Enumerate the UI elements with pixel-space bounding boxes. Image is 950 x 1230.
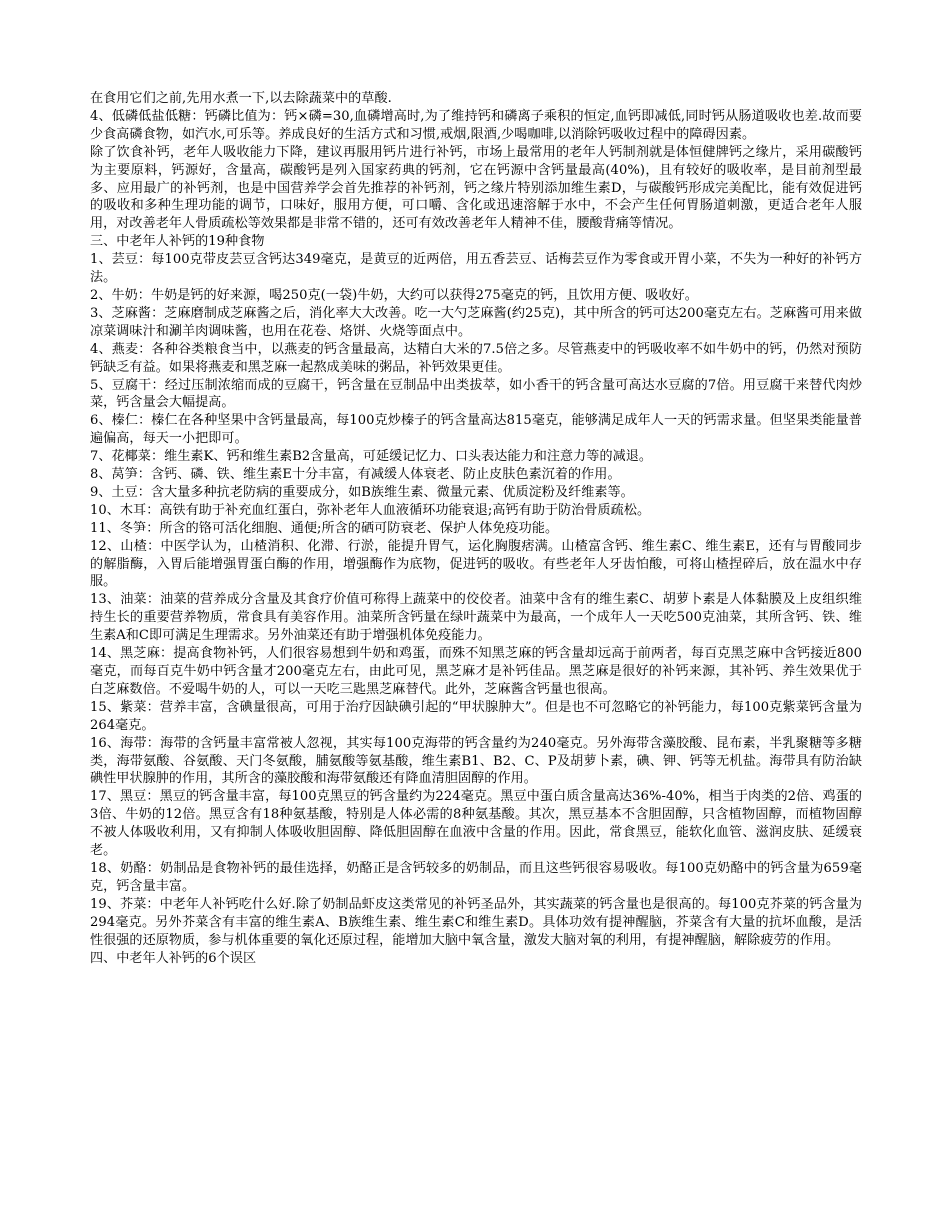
food-item-black-sesame: 14、黑芝麻：提高食物补钙，人们很容易想到牛奶和鸡蛋，而殊不知黑芝麻的钙含量却远高于前两者，每百克黑芝麻中含钙接近800毫克，而每百克牛奶中钙含量才200毫克左右，由此可见，黑芝麻才是补钙佳品。黑芝麻是很好的补钙来源，其补钙、养生效果优于白芝麻数倍。不爱喝牛奶的人，可以一天吃三匙黑芝麻替代。此外，芝麻酱含钙量也很高。	[90, 646, 862, 697]
section-heading-6-myths: 四、中老年人补钙的6个误区	[90, 950, 257, 966]
food-item-black-beans: 17、黑豆：黑豆的钙含量丰富，每100克黑豆的钙含量约为224毫克。黑豆中蛋白质含量高达36%-40%，相当于肉类的2倍、鸡蛋的3倍、牛奶的12倍。黑豆含有18种氨基酸，特别是人体必需的8种氨基酸。其次，黑豆基本不含胆固醇，只含植物固醇，而植物固醇不被人体吸收利用，又有抑制人体吸收胆固醇、降低胆固醇在血液中含量的作用。因此，常食黑豆，能软化血管、滋润皮肤、延缓衰老。	[90, 789, 862, 859]
food-item-oats: 4、燕麦：各种谷类粮食当中，以燕麦的钙含量最高，达精白大米的7.5倍之多。尽管燕麦中的钙吸收率不如牛奶中的钙，仍然对预防钙缺乏有益。如果将燕麦和黑芝麻一起熬成美味的粥品，补钙效果更佳。	[90, 341, 862, 375]
food-item-lettuce-stem: 8、莴笋：含钙、磷、铁、维生素E十分丰富，有减缓人体衰老、防止皮肤色素沉着的作用。	[90, 467, 621, 483]
food-item-laver: 15、紫菜：营养丰富，含碘量很高，可用于治疗因缺碘引起的“甲状腺肿大”。但是也不可忽略它的补钙能力，每100克紫菜钙含量为264毫克。	[90, 699, 862, 733]
paragraph-calcium-supplement: 除了饮食补钙，老年人吸收能力下降，建议再服用钙片进行补钙，市场上最常用的老年人钙制剂就是体恒健牌钙之缘片，采用碳酸钙为主要原料，钙源好，含量高，碳酸钙是列入国家药典的钙剂，它在钙源中含钙量最高(40%)，且有较好的吸收率，是目前剂型最多、应用最广的补钙剂，也是中国营养学会首先推荐的补钙剂，钙之缘片特别添加维生素D，与碳酸钙形成完美配比，能有效促进钙的吸收和多种生理功能的调节，口味好，服用方便，可口嚼、含化或迅速溶解于水中，不会产生任何胃肠道刺激，更适合老年人服用，对改善老年人骨质疏松等效果都是非常不错的，还可有效改善老年人精神不佳，腰酸背痛等情况。	[90, 144, 862, 232]
food-item-mustard-greens: 19、芥菜：中老年人补钙吃什么好.除了奶制品虾皮这类常见的补钙圣品外，其实蔬菜的钙含量也是很高的。每100克芥菜的钙含量为294毫克。另外芥菜含有丰富的维生素A、B族维生素、维生素C和维生素D。具体功效有提神醒脑，芥菜含有大量的抗坏血酸，是活性很强的还原物质，参与机体重要的氧化还原过程，能增加大脑中氧含量，激发大脑对氧的利用，有提神醒脑，解除疲劳的作用。	[90, 896, 862, 948]
food-item-kelp: 16、海带：海带的含钙量丰富常被人忽视，其实每100克海带的钙含量约为240毫克。另外海带含藻胶酸、昆布素，半乳聚糖等多糖类，海带氨酸、谷氨酸、天门冬氨酸，脯氨酸等氨基酸，维生素B1、B2、C、P及胡萝卜素，碘、钾、钙等无机盐。海带具有防治缺碘性甲状腺肿的作用，其所含的藻胶酸和海带氨酸还有降血清胆固醇的作用。	[90, 735, 862, 787]
food-item-cauliflower: 7、花椰菜：维生素K、钙和维生素B2含量高，可延缓记忆力、口头表达能力和注意力等的减退。	[90, 449, 653, 465]
food-item-winter-bamboo: 11、冬笋：所含的铬可活化细胞、通便;所含的硒可防衰老、保护人体免疫功能。	[90, 520, 559, 536]
food-item-kidney-beans: 1、芸豆：每100克带皮芸豆含钙达349毫克，是黄豆的近两倍，用五香芸豆、话梅芸豆作为零食或开胃小菜，不失为一种好的补钙方法。	[90, 252, 862, 286]
food-item-sesame-paste: 3、芝麻酱：芝麻磨制成芝麻酱之后，消化率大大改善。吃一大勺芝麻酱(约25克)，其中所含的钙可达200毫克左右。芝麻酱可用来做凉菜调味汁和涮羊肉调味酱，也用在花卷、烙饼、火烧等面点中。	[90, 305, 862, 339]
food-item-hazelnut: 6、榛仁：榛仁在各种坚果中含钙量最高，每100克炒榛子的钙含量高达815毫克，能够满足成年人一天的钙需求量。但坚果类能量普遍偏高，每天一小把即可。	[90, 413, 862, 447]
document-page	[90, 90, 862, 967]
section-heading-19-foods: 三、中老年人补钙的19种食物	[90, 234, 265, 250]
food-item-potato: 9、土豆：含大量多种抗老防病的重要成分，如B族维生素、微量元素、优质淀粉及纤维素等。	[90, 484, 634, 500]
food-item-rapeseed-greens: 13、油菜：油菜的营养成分含量及其食疗价值可称得上蔬菜中的佼佼者。油菜中含有的维生素C、胡萝卜素是人体黏膜及上皮组织维持生长的重要营养物质，常食具有美容作用。油菜所含钙量在绿叶蔬菜中为最高，一个成年人一天吃500克油菜，其所含钙、铁、维生素A和C即可满足生理需求。另外油菜还有助于增强机体免疫能力。	[90, 592, 862, 644]
food-item-hawthorn: 12、山楂：中医学认为，山楂消积、化滞、行淤，能提升胃气，运化胸腹痞满。山楂富含钙、维生素C、维生素E，还有与胃酸同步的解脂酶，入胃后能增强胃蛋白酶的作用，增强酶作为底物，促进钙的吸收。有些老年人牙齿怕酸，可将山楂捏碎后，放在温水中存服。	[90, 538, 862, 590]
food-item-milk: 2、牛奶：牛奶是钙的好来源，喝250克(一袋)牛奶，大约可以获得275毫克的钙，且饮用方便、吸收好。	[90, 287, 698, 303]
paragraph-oxalic-acid-note: 在食用它们之前,先用水煮一下,以去除蔬菜中的草酸.	[90, 91, 392, 106]
food-item-dried-tofu: 5、豆腐干：经过压制浓缩而成的豆腐干，钙含量在豆制品中出类拔萃，如小香干的钙含量可高达水豆腐的7倍。用豆腐干来替代肉炒菜，钙含量会大幅提高。	[90, 377, 862, 411]
food-item-wood-ear: 10、木耳：高铁有助于补充血红蛋白，弥补老年人血液循环功能衰退;高钙有助于防治骨质疏松。	[90, 502, 651, 518]
food-item-cheese: 18、奶酪：奶制品是食物补钙的最佳选择，奶酪正是含钙较多的奶制品，而且这些钙很容易吸收。每100克奶酪中的钙含量为659毫克，钙含量丰富。	[90, 860, 862, 894]
paragraph-low-phosphorus-tip: 4、低磷低盐低糖：钙磷比值为：钙×磷=30,血磷增高时,为了维持钙和磷离子乘积的恒定,血钙即减低,同时钙从肠道吸收也差.故而要少食高磷食物，如汽水,可乐等。养成良好的生活方式和习惯,戒烟,限酒,少喝咖啡,以消除钙吸收过程中的障碍因素。	[90, 108, 862, 142]
